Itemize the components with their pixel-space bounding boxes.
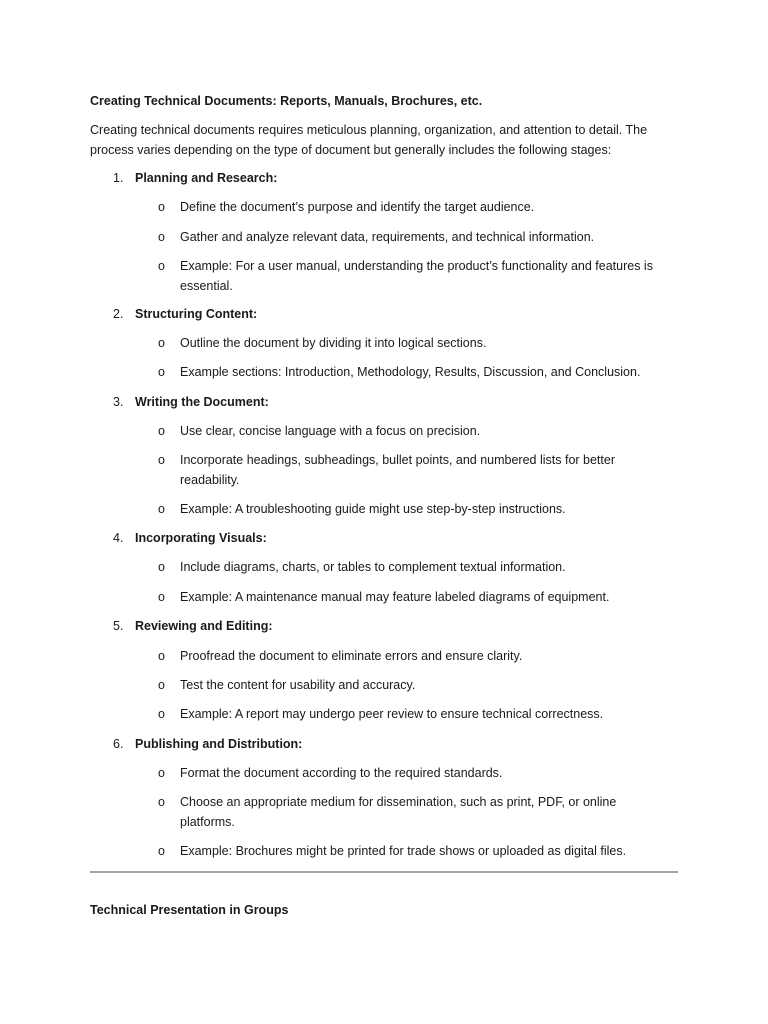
bullet-marker: o	[158, 795, 165, 809]
bullet-marker: o	[158, 560, 165, 574]
step-number: 1.	[113, 171, 124, 185]
list-item: Outline the document by dividing it into logical sections.	[180, 336, 487, 350]
bullet-marker: o	[158, 844, 165, 858]
list-item: Example: A maintenance manual may feature labeled diagrams of equipment.	[180, 590, 610, 604]
list-item: Incorporate headings, subheadings, bullet points, and numbered lists for better readability.	[180, 453, 615, 487]
bullet-marker: o	[158, 502, 165, 516]
list-item: Gather and analyze relevant data, requirements, and technical information.	[180, 230, 595, 244]
list-item: Example sections: Introduction, Methodology, Results, Discussion, and Conclusion.	[180, 365, 641, 379]
bullet-marker: o	[158, 766, 165, 780]
bullet-marker: o	[158, 678, 165, 692]
intro-paragraph: Creating technical documents requires meticulous planning, organization, and attention to detail. The process varies depending on the type of document but generally includes the following stages:	[90, 123, 648, 157]
bullet-marker: o	[158, 259, 165, 273]
list-item: Include diagrams, charts, or tables to complement textual information.	[180, 560, 566, 574]
bullet-marker: o	[158, 200, 165, 214]
list-item: Format the document according to the required standards.	[180, 766, 503, 780]
bullet-marker: o	[158, 707, 165, 721]
list-item: Test the content for usability and accuracy.	[180, 678, 416, 692]
step-number: 3.	[113, 395, 124, 409]
document-heading: Creating Technical Documents: Reports, Manuals, Brochures, etc.	[90, 94, 483, 108]
bullet-marker: o	[158, 424, 165, 438]
list-item: Example: Brochures might be printed for trade shows or uploaded as digital files.	[180, 844, 627, 858]
list-item: Use clear, concise language with a focus on precision.	[180, 424, 481, 438]
bullet-marker: o	[158, 649, 165, 663]
step-number: 2.	[113, 307, 124, 321]
list-item: Example: A report may undergo peer review to ensure technical correctness.	[180, 707, 604, 721]
list-item: Example: For a user manual, understanding the product’s functionality and features is essential.	[180, 259, 653, 293]
step-number: 4.	[113, 531, 124, 545]
list-item: Proofread the document to eliminate errors and ensure clarity.	[180, 649, 523, 663]
list-item: Choose an appropriate medium for dissemination, such as print, PDF, or online platforms.	[180, 795, 617, 829]
bullet-marker: o	[158, 453, 165, 467]
list-item: Define the document’s purpose and identify the target audience.	[180, 200, 535, 214]
bullet-marker: o	[158, 590, 165, 604]
step-title: Structuring Content:	[135, 307, 258, 321]
step-title: Planning and Research:	[135, 171, 278, 185]
step-number: 5.	[113, 619, 124, 633]
bullet-marker: o	[158, 365, 165, 379]
step-number: 6.	[113, 737, 124, 751]
list-item: Example: A troubleshooting guide might use step-by-step instructions.	[180, 502, 566, 516]
step-title: Reviewing and Editing:	[135, 619, 273, 633]
step-title: Incorporating Visuals:	[135, 531, 267, 545]
step-title: Writing the Document:	[135, 395, 269, 409]
bullet-marker: o	[158, 230, 165, 244]
section-heading: Technical Presentation in Groups	[90, 903, 289, 917]
bullet-marker: o	[158, 336, 165, 350]
step-title: Publishing and Distribution:	[135, 737, 303, 751]
horizontal-divider	[90, 871, 678, 873]
